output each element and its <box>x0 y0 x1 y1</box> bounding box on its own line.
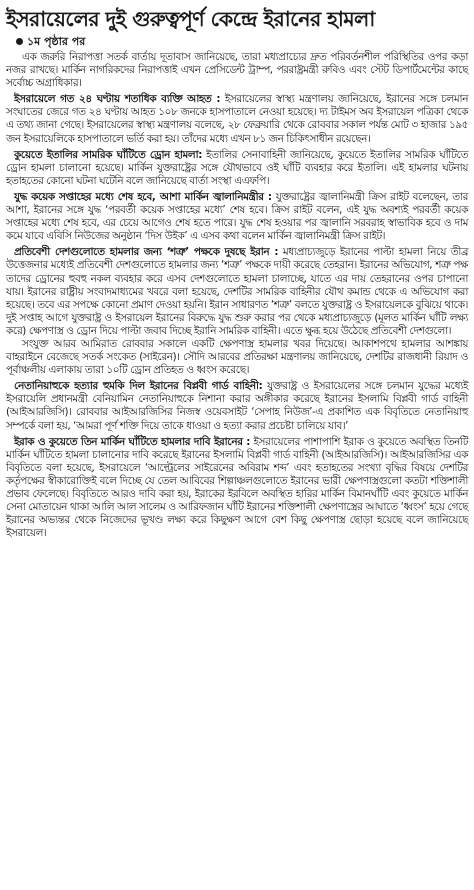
article-body <box>6 51 468 540</box>
section-uae-saudi <box>6 338 468 377</box>
continuation-label: ১ম পৃষ্ঠার পর <box>27 35 86 48</box>
section-war-end <box>6 191 468 243</box>
section-heading: কুয়েতে ইতালির সামরিক ঘাঁটিতে ড্রোন হামলা: <box>14 148 202 161</box>
headline: ইসরায়েলের দুই গুরুত্বপূর্ণ কেন্দ্রে ইরানের হামলা <box>6 7 375 31</box>
section-netanyahu <box>6 380 468 432</box>
section-text: যুক্তরাষ্ট্রের জ্বালানিমন্ত্রী ক্রিস রাইট বলেছেন, তার আশা, ইরানের সঙ্গে যুদ্ধ ‘পরবর্তী কয়েক সপ্তাহের মধ্যে’ শেষ হবে। ক্রিস রাইট বলেন, এই যুদ্ধ অবশ্যই পরবর্তী কয়েক সপ্তাহের মধ্যে শেষ হবে, এর চেয়ে আগেও শেষ হতে পারে। যুদ্ধ শেষ হওয়ার পর জ্বালানি সরবরাহ স্বাভাবিক হবে ও দাম কমে যাবে এবিসি নিউজের অনুষ্ঠান ‘দিস উইক’ এ এসব কথা বলেন মার্কিন জ্বালানিমন্ত্রী ক্রিস রাইট। <box>6 190 468 243</box>
bullet-icon <box>16 38 23 45</box>
section-heading: ইসরায়েলে গত ২৪ ঘণ্টায় শতাধিক ব্যক্তি আহত : <box>14 93 221 106</box>
section-neighbours <box>6 246 468 338</box>
section-kuwait-italy <box>6 149 468 188</box>
section-text: ইসরায়েলের স্বাস্থ্য মন্ত্রণালয় জানিয়েছে, ইরানের সঙ্গে চলমান সংঘাতের জেরে গত ২৪ ঘণ্টায় আহত ১০৮ জনকে হাসপাতালে নেওয়া হয়েছে। দ্য টাইমস অব ইসরায়েল পত্রিকা থেকে এ তথ্য জানা গেছে। ইসরায়েলের স্বাস্থ্য মন্ত্রণালয় বলেছে, ২৮ ফেব্রুয়ারি থেকে রোববার সকাল পর্যন্ত মোট ৩ হাজার ১৯৫ জন ইসরায়েলিকে হাসপাতালে ভর্তি করা হয়। তাঁদের মধ্যে এখন ৮১ জন চিকিৎসাধীন রয়েছেন। <box>6 93 468 145</box>
section-bases <box>6 436 468 541</box>
intro-paragraph: এক জরুরি নিরাপত্তা সতর্ক বার্তায় দূতাবাস জানিয়েছে, তারা মধ্যপ্রাচ্যের দ্রুত পরিবর্তনশীল পরিস্থিতির ওপর কড়া নজর রাখছে। মার্কিন নাগরিকদের নিরাপত্তাই এখন প্রেসিডেন্ট ট্রাম্প, পররাষ্ট্রমন্ত্রী রুবিও এবং স্টেট ডিপার্টমেন্টের কাছে সর্বোচ্চ অগ্রাধিকার। <box>6 51 468 90</box>
section-text: মধ্যপ্রাচ্যজুড়ে ইরানের পাল্টা হামলা নিয়ে তীব্র উত্তেজনার মধ্যেই প্রতিবেশী দেশগুলোতে হামলার জন্য ‘শত্রু’ পক্ষকে দায়ী করেছে তেহরান। ইরানের অভিযোগ, শত্রু পক্ষ তাদের ড্রোনের হুবহু নকল ব্যবহার করে এসব দেশগুলোতে হামলা চালাচ্ছে, যাতে এর দায় তেহরানের ওপর চাপানো যায়। ইরানের রাষ্ট্রীয় সংবাদমাধ্যমের খবরে বলা হয়েছে, দেশটির সামরিক বাহিনীর যৌথ কমান্ড থেকে এ অভিযোগ করা হয়েছে। তবে এর সপক্ষে কোনো প্রমাণ দেওয়া হয়নি। ইরান সাধারণত ‘শত্রু’ বলতে যুক্তরাষ্ট্র ও ইসরায়েলকে বুঝিয়ে থাকে। দুই সপ্তাহ আগে যুক্তরাষ্ট্র ও ইসরায়েল ইরানের বিরুদ্ধে যুদ্ধ শুরু করার পর থেকে মধ্যপ্রাচ্যজুড়ে (মূলত মার্কিন ঘাঁটি লক্ষ্য করে) ক্ষেপণাস্ত্র ও ড্রোন দিয়ে পাল্টা জবাব দিচ্ছে ইরানি সামরিক বাহিনী। এতে ক্ষুব্ধ হয়ে উঠেছে প্রতিবেশী দেশগুলো। <box>6 246 468 337</box>
continuation-note <box>16 35 468 49</box>
section-injured <box>6 93 468 145</box>
section-heading: ইরাক ও কুয়েতে তিন মার্কিন ঘাঁটিতে হামলার দাবি ইরানের : <box>14 435 251 448</box>
section-text: ইসরায়েলের পাশাপাশি ইরাক ও কুয়েতে অবস্থিত তিনটি মার্কিন ঘাঁটিতে হামলা চালানোর দাবি করেছে ইরানের ইসলামি বিপ্লবী গার্ড বাহিনী (আইআরজিসি)। আইআরজিসির এক বিবৃতিতে বলা হয়েছে, ইসরায়েলে ‘আল্ট্রেলের সাইরেনের অবিরাম শব্দ’ এবং হতাহতের সংখ্যা বৃদ্ধির বিষয়ে দেশটির কর্তৃপক্ষের স্বীকারোক্তিই বলে দিচ্ছে যে তেল আবিবের শিল্পাঞ্চলগুলোতে ইরানের ভারী ক্ষেপণাস্ত্রগুলো কতটা শক্তিশালী প্রভাব ফেলেছে। বিবৃতিতে আরও দাবি করা হয়, ইরাকের ইরবিলে অবস্থিত হারির মার্কিন বিমানঘাঁটি এবং কুয়েতে মার্কিন সেনা মোতায়েন থাকা আলি আল সালেম ও আরিফজান ঘাঁটি ইরানের শক্তিশালী ক্ষেপণাস্ত্রের আঘাতে ‘ধ্বংস’ হয়ে গেছে ইরানের অভ্যন্তর থেকে নিজেদের ভূখণ্ড লক্ষ্য করে কিছুক্ষণ আগে বেশ কিছু ক্ষেপণাস্ত্র ছোড়া হয়েছে বলে জানিয়েছে ইসরায়েল। <box>6 435 468 540</box>
section-text: সংযুক্ত আরব আমিরাত রোববার সকালে একটি ক্ষেপণাস্ত্র হামলার খবর দিয়েছে। আকাশপথে হামলার আশঙ্কায় বাহরাইনে বেজেছে সতর্ক সংকেত (সাইরেন)। সৌদি আরবের প্রতিরক্ষা মন্ত্রণালয় জানিয়েছে, দেশটির রাজধানী রিয়াদ ও পূর্বাঞ্চলীয় এলাকায় তারা ১০টি ড্রোন প্রতিহত ও ধ্বংস করেছে। <box>6 337 468 377</box>
section-heading: নেতানিয়াহুকে হত্যার হুমকি দিল ইরানের বিপ্লবী গার্ড বাহিনী: <box>14 380 263 393</box>
section-heading: প্রতিবেশী দেশগুলোতে হামলার জন্য ‘শত্রু’ পক্ষকে দুষছে ইরান : <box>14 246 279 259</box>
section-text: ইতালির সেনাবাহিনী জানিয়েছে, কুয়েতে ইতালির সামরিক ঘাঁটিতে ড্রোন হামলা চালানো হয়েছে। মার্কিন যুক্তরাষ্ট্রের সঙ্গে যৌথভাবে ওই ঘাঁটি ব্যবহার করে ইতালি। এই হামলার ঘটনায় হতাহতের কোনো ঘটনা ঘটেনি বলে জানিয়েছে বার্তা সংস্থা এএফপি। <box>6 148 469 187</box>
section-heading: যুদ্ধ কয়েক সপ্তাহের মধ্যে শেষ হবে, আশা মার্কিন জ্বালানিমন্ত্রীর : <box>14 190 272 203</box>
section-text: যুক্তরাষ্ট্র ও ইসরায়েলের সঙ্গে চলমান যুদ্ধের মধ্যেই ইসরায়েলি প্রধানমন্ত্রী বেনিয়ামিন নেতানিয়াহুকে নিশানা করার অঙ্গীকার করেছে ইরানের ইসলামি বিপ্লবী গার্ড বাহিনী (আইআরজিসি)। রোববার আইআরজিসির নিজস্ব ওয়েবসাইট ‘সেপাহ নিউজ’-এ প্রকাশিত এক বিবৃতিতে নেতানিয়াহু সম্পর্কে বলা হয়, ‘আমরা পূর্ণ শক্তি দিয়ে তাকে ধাওয়া ও হত্যা করার প্রচেষ্টা চালিয়ে যাব।’ <box>6 380 468 432</box>
